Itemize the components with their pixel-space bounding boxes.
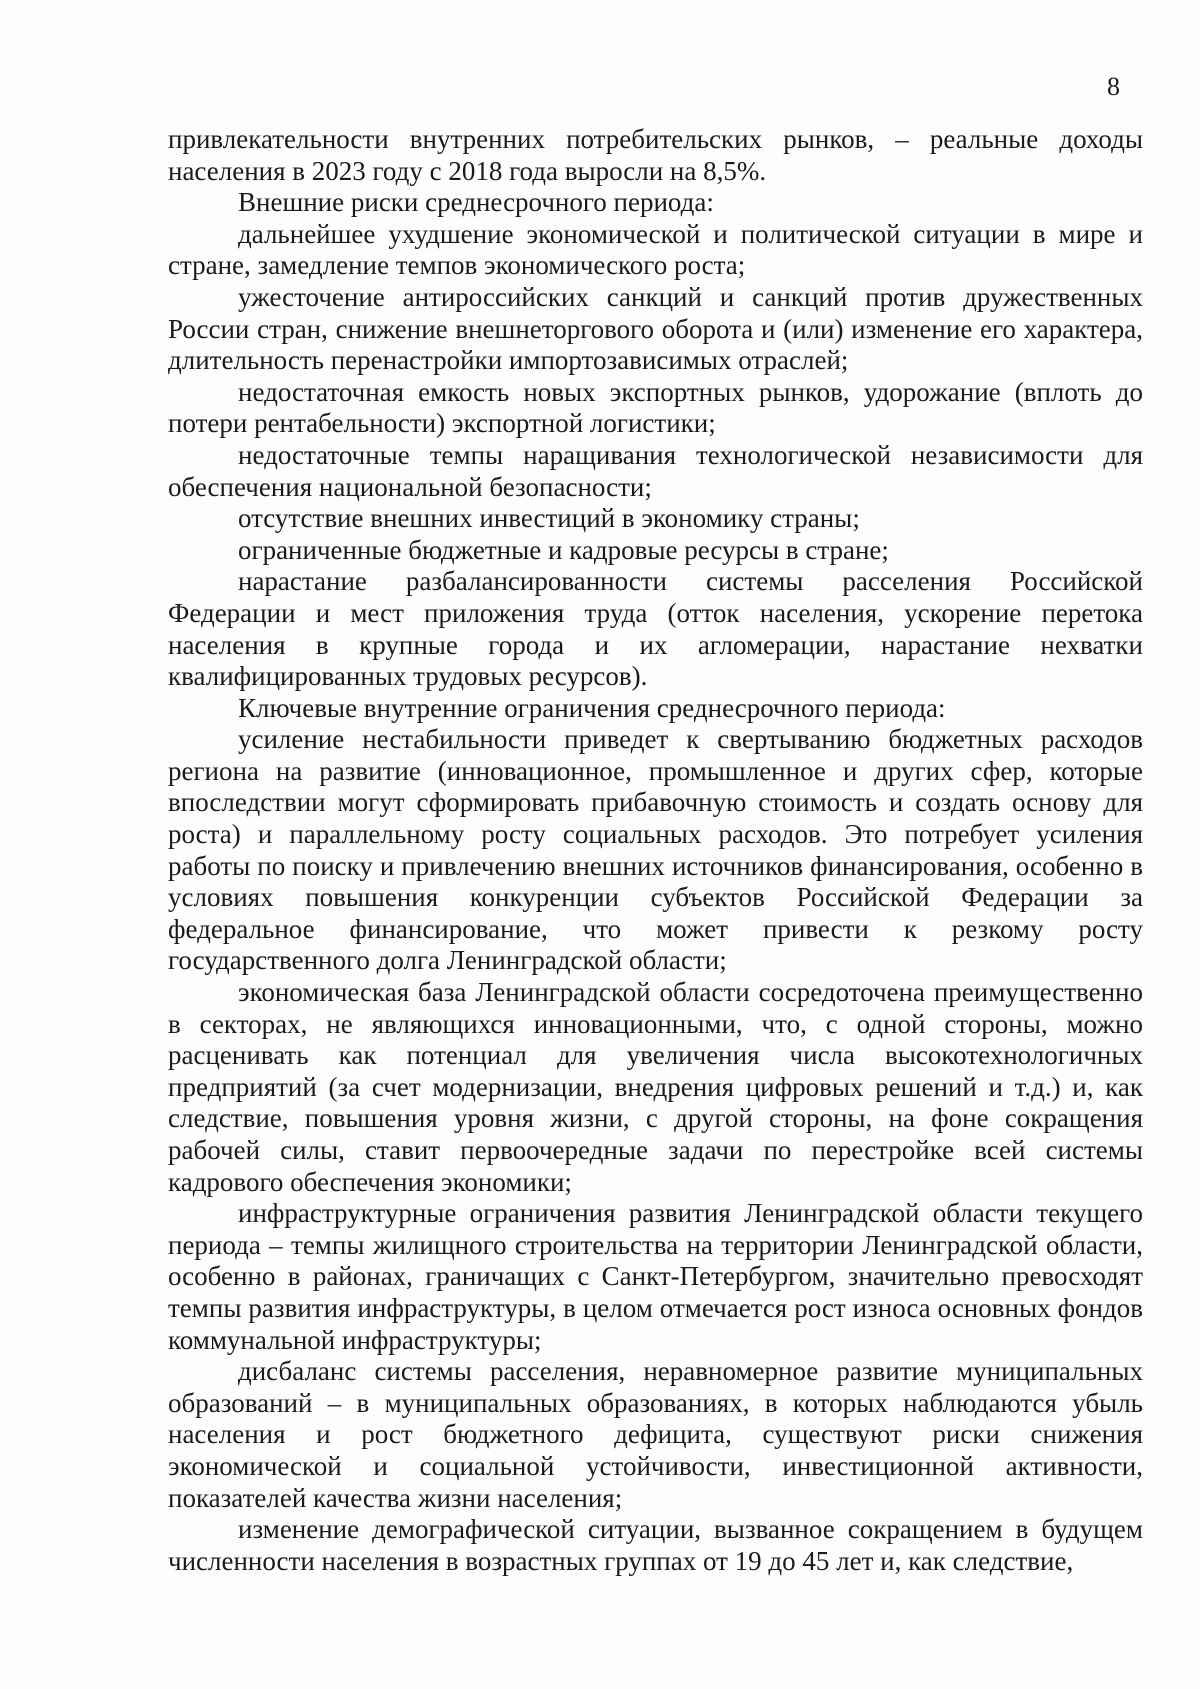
paragraph-risk-item: ограниченные бюджетные и кадровые ресурсы в стране; (238, 534, 889, 565)
paragraph-constraint-item: усиление нестабильности приведет к свертыванию бюджетных расходов региона на развитие (инновационное, промышленное и других сфер, которые впоследствии могут сформировать прибавочную стоимость и создать основу для роста) и параллельному росту социальных расходов. Это потребует усиления работы по поиску и привлечению внешних источников финансирования, особенно в условиях повышения конкуренции субъектов Российской Федерации за федеральное финансирование, что может привести к резкому росту государственного долга Ленинградской области; (168, 724, 1143, 976)
paragraph-risk-item: дальнейшее ухудшение экономической и политической ситуации в мире и стране, замедление темпов экономического роста; (168, 218, 1143, 281)
paragraph-risk-item: недостаточные темпы наращивания технологической независимости для обеспечения национальной безопасности; (168, 439, 1143, 502)
document-body (168, 124, 1143, 1577)
paragraph-heading-internal-constraints: Ключевые внутренние ограничения среднесрочного периода: (238, 692, 946, 723)
page-number: 8 (1107, 72, 1120, 101)
paragraph-constraint-item: экономическая база Ленинградской области сосредоточена преимущественно в секторах, не являющихся инновационными, что, с одной стороны, можно расценивать как потенциал для увеличения числа высокотехнологичных предприятий (за счет модернизации, внедрения цифровых решений и т.д.) и, как следствие, повышения уровня жизни, с другой стороны, на фоне сокращения рабочей силы, ставит первоочередные задачи по перестройке всей системы кадрового обеспечения экономики; (168, 977, 1143, 1197)
paragraph-constraint-item: изменение демографической ситуации, вызванное сокращением в будущем численности населения в возрастных группах от 19 до 45 лет и, как следствие, (168, 1514, 1143, 1576)
paragraph-risk-item: ужесточение антироссийских санкций и санкций против дружественных России стран, снижение внешнеторгового оборота и (или) изменение его характера, длительность перенастройки импортозависимых отраслей; (168, 281, 1143, 376)
paragraph-constraint-item: инфраструктурные ограничения развития Ленинградской области текущего периода – темпы жилищного строительства на территории Ленинградской области, особенно в районах, граничащих с Санкт-Петербургом, значительно превосходят темпы развития инфраструктуры, в целом отмечается рост износа основных фондов коммунальной инфраструктуры; (168, 1198, 1143, 1355)
paragraph-heading-external-risks: Внешние риски среднесрочного периода: (238, 187, 714, 218)
paragraph-constraint-item: дисбаланс системы расселения, неравномерное развитие муниципальных образований – в муниципальных образованиях, в которых наблюдаются убыль населения и рост бюджетного дефицита, существуют риски снижения экономической и социальной устойчивости, инвестиционной активности, показателей качества жизни населения; (168, 1356, 1143, 1513)
paragraph-risk-item: отсутствие внешних инвестиций в экономику страны; (238, 503, 860, 534)
paragraph-risk-item: нарастание разбалансированности системы расселения Российской Федерации и мест приложения труда (отток населения, ускорение перетока населения в крупные города и их агломерации, нарастание нехватки квалифицированных трудовых ресурсов). (168, 566, 1143, 692)
paragraph-risk-item: недостаточная емкость новых экспортных рынков, удорожание (вплоть до потери рентабельности) экспортной логистики; (168, 376, 1143, 439)
paragraph-continuation: привлекательности внутренних потребительских рынков, – реальные доходы населения в 2023 году с 2018 года выросли на 8,5%. (168, 124, 1143, 186)
